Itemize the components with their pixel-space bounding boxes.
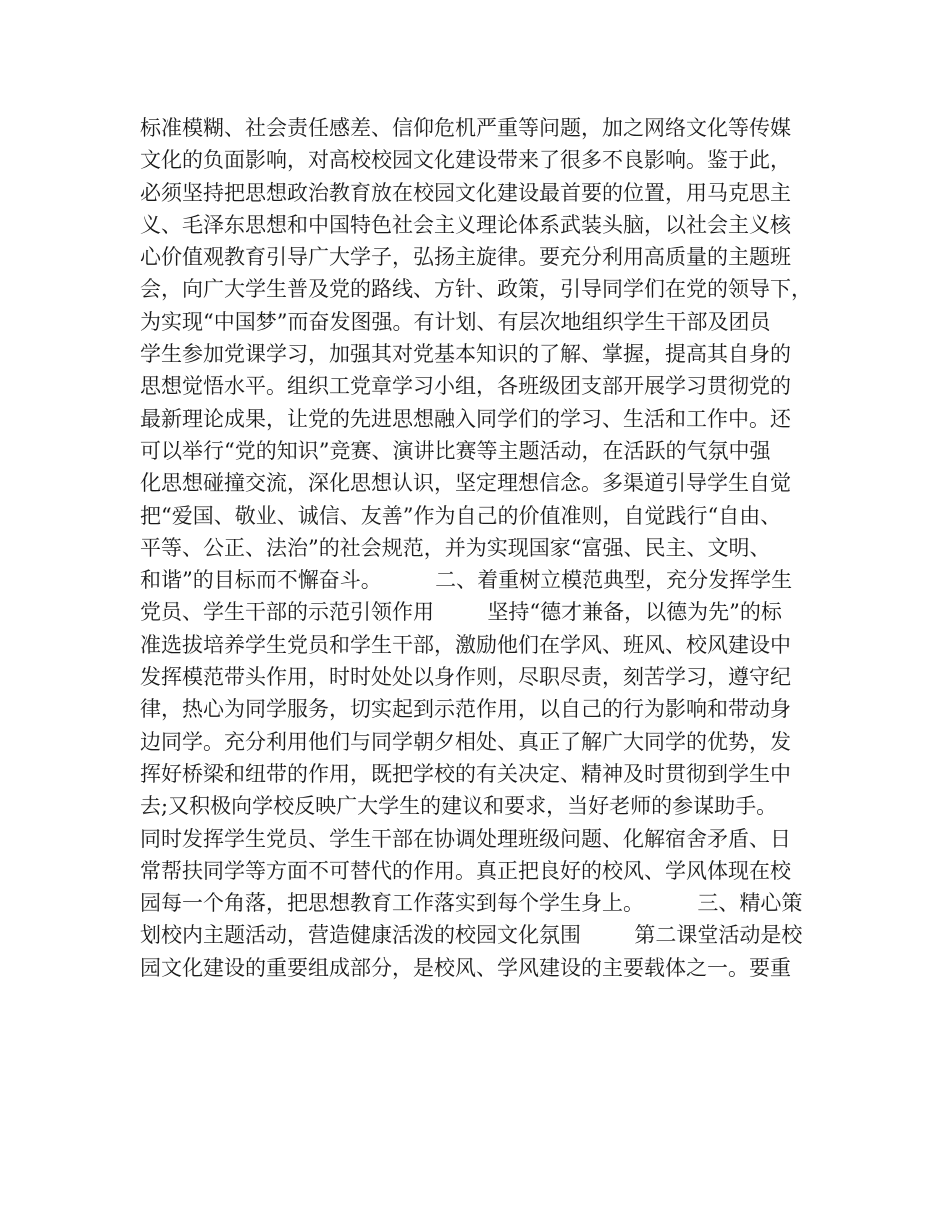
text-line: 去;又积极向学校反映广大学生的建议和要求，当好老师的参谋助手。 xyxy=(140,794,778,819)
text-line: 划校内主题活动，营造健康活泼的校园文化氛围 第二课堂活动是校 xyxy=(140,923,803,948)
text-line: 园文化建设的重要组成部分，是校风、学风建设的主要载体之一。要重 xyxy=(140,955,791,980)
text-line: 挥好桥梁和纽带的作用，既把学校的有关决定、精神及时贯彻到学生中 xyxy=(140,761,791,786)
text-line: 边同学。充分利用他们与同学朝夕相处、真正了解广大同学的优势，发 xyxy=(140,729,791,754)
text-line: 同时发挥学生党员、学生干部在协调处理班级问题、化解宿舍矛盾、日 xyxy=(140,826,791,851)
text-line: 心价值观教育引导广大学子，弘扬主旋律。要充分利用高质量的主题班 xyxy=(140,245,791,270)
text-line: 最新理论成果，让党的先进思想融入同学们的学习、生活和工作中。还 xyxy=(140,406,791,431)
text-line: 会，向广大学生普及党的路线、方针、政策，引导同学们在党的领导下， xyxy=(140,277,812,302)
text-line: 常帮扶同学等方面不可替代的作用。真正把良好的校风、学风体现在校 xyxy=(140,858,791,883)
text-line: 化思想碰撞交流，深化思想认识，坚定理想信念。多渠道引导学生自觉 xyxy=(140,471,791,496)
text-line: 发挥模范带头作用，时时处处以身作则，尽职尽责，刻苦学习，遵守纪 xyxy=(140,665,791,690)
text-line: 园每一个角落，把思想教育工作落实到每个学生身上。 三、精心策 xyxy=(140,891,803,916)
text-line: 可以举行“党的知识”竞赛、演讲比赛等主题活动，在活跃的气氛中强 xyxy=(140,438,771,463)
text-line: 学生参加党课学习，加强其对党基本知识的了解、掌握，提高其自身的 xyxy=(140,342,791,367)
text-line: 党员、学生干部的示范引领作用 坚持“德才兼备，以德为先”的标 xyxy=(140,600,782,625)
text-line: 和谐”的目标而不懈奋斗。 二、着重树立模范典型，充分发挥学生 xyxy=(140,568,793,593)
text-line: 准选拔培养学生党员和学生干部，激励他们在学风、班风、校风建设中 xyxy=(140,632,791,657)
body-text xyxy=(140,112,840,984)
text-line: 义、毛泽东思想和中国特色社会主义理论体系武装头脑，以社会主义核 xyxy=(140,212,791,237)
text-line: 必须坚持把思想政治教育放在校园文化建设最首要的位置，用马克思主 xyxy=(140,180,791,205)
text-line: 文化的负面影响，对高校校园文化建设带来了很多不良影响。鉴于此， xyxy=(140,148,791,173)
text-line: 思想觉悟水平。组织工党章学习小组，各班级团支部开展学习贯彻党的 xyxy=(140,374,791,399)
text-line: 标准模糊、社会责任感差、信仰危机严重等问题，加之网络文化等传媒 xyxy=(140,116,791,140)
text-line: 为实现“中国梦”而奋发图强。有计划、有层次地组织学生干部及团员 xyxy=(140,309,771,334)
text-line: 律，热心为同学服务，切实起到示范作用，以自己的行为影响和带动身 xyxy=(140,697,791,722)
text-line: 平等、公正、法治”的社会规范，并为实现国家“富强、民主、文明、 xyxy=(140,535,771,560)
text-line: 把“爱国、敬业、诚信、友善”作为自己的价值准则，自觉践行“自由、 xyxy=(140,503,782,528)
